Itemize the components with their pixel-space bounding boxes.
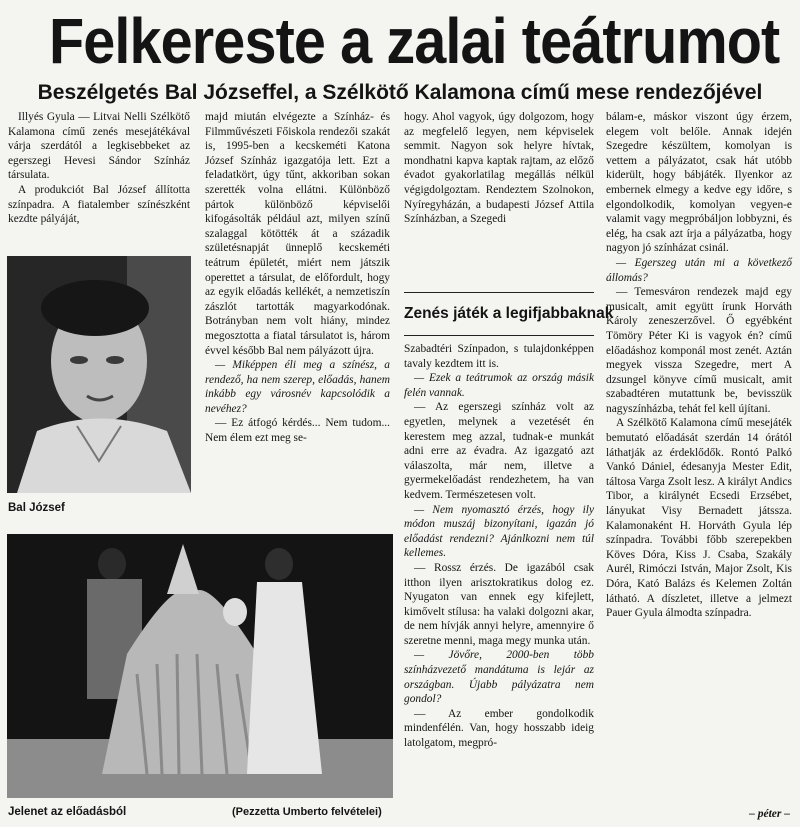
column-4 (606, 110, 792, 621)
column-3-top (404, 110, 594, 227)
photo-credit: (Pezzetta Umberto felvételei) (232, 806, 382, 818)
column-3-bottom (404, 342, 594, 751)
question: — Egerszeg után mi a következő állomás? (606, 256, 792, 284)
scene-caption: Jelenet az előadásból (8, 806, 127, 818)
section-subtitle: Zenés játék a legifjabbaknak (404, 292, 594, 336)
answer: — Az egerszegi színház volt az egyetlen, melynek a vezetését én kerestem meg azzal, tudnak-e munkát adni erre az évadra. Az igazgató azt válaszolta, már nem, illetve a gyermekelőadást rendezhetem, ha van kedvem. Természetesen volt. (404, 401, 594, 501)
question: — Nem nyomasztó érzés, hogy ily módon muszáj bizonyítani, igazán jó előadást rendezni? Ajánlkozni nem túl kellemes. (404, 503, 594, 560)
question: — Jövőre, 2000-ben több színházvezető mandátuma is lejár az országban. Újabb pályázatra nem gondol? (404, 649, 594, 706)
paragraph: bálam-e, máskor viszont úgy érzem, elegem volt belőle. Annak idején Szegedre készültem, komolyan is vettem a pályázatot, csak hát utóbb kiderült, hogy bábjáték. Ilyenkor az embernek elmegy a kedve egy időre, s elgondolkodik, komolyan vegyen-e valamit vagy megpróbáljon lobbyzni, és elég, ha csak azt írja a pályázatba, hogy nagyon jó színházat csinál. (606, 111, 792, 255)
paragraph: A produkciót Bal József állította színpadra. A fiatalember színészként kezdte pályáját, (8, 183, 190, 226)
answer: — Temesváron rendezek majd egy musicalt, amit együtt írunk Horváth Károly zeneszerzővel. Ő egyébként Tömöry Péter Ki is vagyok én? című előadáshoz komponál most zenét. Aztán megyek vissza Szegedre, mert A dzsungel könyve című musicalt, amit szabadtéren mutattunk be, bevisszük nagyszínházba, tehát fel kell újítani. (606, 286, 792, 415)
scene-illustration (7, 534, 393, 798)
portrait-photo (7, 256, 191, 493)
scene-photo (7, 534, 393, 798)
answer: — Ez átfogó kérdés... Nem tudom... Nem élem ezt meg se- (205, 417, 390, 445)
paragraph: Illyés Gyula — Litvai Nelli Szélkötő Kalamona című zenés mesejátékával várja szerdától a legkisebbeket az egerszegi Hevesi Sándor Színház társulata. (8, 111, 190, 182)
answer: — Az ember gondolkodik mindenfélén. Van, hogy hosszabb ideig latolgatom, megpró- (404, 707, 594, 750)
question: — Miképpen éli meg a színész, a rendező, ha nem szerep, előadás, hanem inkább egy városnév kapcsolódik a nevéhez? (205, 359, 390, 415)
portrait-caption: Bal József (8, 502, 65, 514)
portrait-illustration (7, 256, 191, 493)
paragraph: Szabadtéri Színpadon, s tulajdonképpen tavaly kezdtem itt is. (404, 343, 594, 370)
question: — Ezek a teátrumok az ország másik felén vannak. (404, 372, 594, 399)
headline: Felkereste a zalai teátrumot (49, 5, 780, 77)
column-1 (8, 110, 190, 227)
column-2 (205, 110, 390, 446)
paragraph: hogy. Ahol vagyok, úgy dolgozom, hogy az megfelelő legyen, nem képviselek semmit. Nagyon sok helyre hívtak, mondhatni kapva kaptak rajtam, az előző évadot gyakorlatilag megállás nélkül végigdolgoztam. Rendeztem Szolnokon, Nyíregyházán, a budapesti József Attila Színházban, a Szegedi (404, 111, 594, 226)
paragraph: majd miután elvégezte a Színház- és Filmművészeti Főiskola rendezői szakát is, 1995-ben a kecskeméti Katona József Színház igazgatója lett. Ezt a feladatkört, úgy tűnt, akkoriban sokan szerették volna ellátni. Különböző pártok különböző képviselői kifogásolták például azt, milyen színű szalaggal kötötték át a századik születésnapját ünneplő kecskeméti teátrum épületét, miért nem játszik operettet a társulat, de előfordult, hogy az egyik előadás kellékét, a nemzetiszín zászlót tartották magyarkodónak. Botrányban nem volt hiány, mindez megosztotta a fiatal társulatot is, három évvel később Bal nem pályázott újra. (205, 111, 390, 357)
answer: — Rossz érzés. De igazából csak itthon ilyen arisztokratikus dolog ez. Nyugaton van ennek egy kifejlett, kimővelt stílusa: ha valaki dolgozni akar, de nem hívják annyi helyre, amennyire ő szeretne menni, maga megy munka után. (404, 561, 594, 647)
byline: – péter – (749, 808, 790, 820)
subheadline: Beszélgetés Bal Józseffel, a Szélkötő Kalamona című mese rendezőjével (37, 81, 763, 104)
cast-paragraph: A Szélkötő Kalamona című mesejáték bemutató előadását szerdán 14 órától láthatják az érdeklődők. Rontó Palkó Vankó Dániel, édesanyja Mester Edit, táltosa Varga Zsolt lesz. A királyt Andics Tibor, a királynét Ecsedi Erzsébet, lányukat Visy Bernadett játssza. Kalamonaként H. Horváth Gyula lép színpadra. További főbb szerepekben Köves Dóra, Kiss J. Csaba, Szakály Aurél, Rimóczi István, Major Zsolt, Kis Dóra, Kató Balázs és Kelemen Zoltán látható. A díszletet, illetve a jelmezt Pauer Gyula álmodta színpadra. (606, 417, 792, 620)
